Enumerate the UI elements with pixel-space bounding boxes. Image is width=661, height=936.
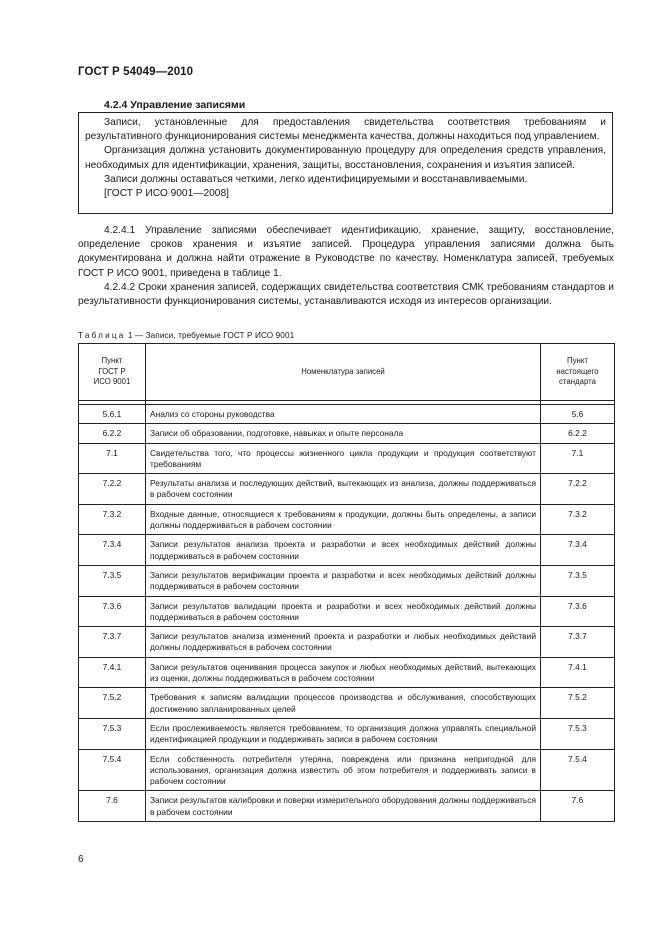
iso-clause-cell: 7.5.2 — [79, 688, 146, 719]
iso-clause-cell: 7.5.3 — [79, 718, 146, 749]
standard-clause-cell: 6.2.2 — [541, 424, 615, 443]
standard-clause-cell: 5.6 — [541, 405, 615, 424]
iso-clause-cell: 7.1 — [79, 443, 146, 474]
header-records-nomenclature: Номенклатура записей — [146, 344, 541, 401]
header-std-line1: Пункт — [567, 356, 588, 366]
standard-clause-cell: 7.2.2 — [541, 474, 615, 505]
section-title: 4.2.4 Управление записями — [104, 99, 246, 111]
record-name-cell: Требования к записям валидации процессов производства и обслуживания, способствующих достижению запланированных целей — [146, 688, 541, 719]
iso-clause-cell: 7.2.2 — [79, 474, 146, 505]
header-iso-line1: Пункт — [101, 356, 123, 366]
records-table — [78, 343, 615, 822]
header-iso-line3: ИСО 9001 — [93, 377, 131, 387]
table-row — [79, 688, 615, 719]
header-std-line2: настоящего — [556, 366, 599, 376]
records-table-body — [79, 405, 615, 822]
iso-clause-cell: 7.3.7 — [79, 627, 146, 658]
table-row — [79, 627, 615, 658]
header-std-line3: стандарта — [559, 377, 596, 387]
standard-clause-cell: 7.5.4 — [541, 749, 615, 791]
record-name-cell: Свидетельства того, что процессы жизненного цикла продукции и продукция соответствуют требованиям — [146, 443, 541, 474]
header-iso-clause — [79, 344, 146, 401]
record-name-cell: Записи результатов валидации проекта и разработки и всех необходимых действий должны поддерживаться в рабочем состоянии — [146, 596, 541, 627]
iso-clause-cell: 6.2.2 — [79, 424, 146, 443]
iso-clause-cell: 7.3.2 — [79, 504, 146, 535]
table-row — [79, 504, 615, 535]
table-caption-text: — Записи, требуемые ГОСТ Р ИСО 9001 — [134, 331, 295, 340]
record-name-cell: Записи результатов верификации проекта и разработки и всех необходимых действий должны поддерживаться в рабочем состоянии — [146, 565, 541, 596]
quote-source-reference: [ГОСТ Р ИСО 9001—2008] — [104, 188, 229, 200]
table-row — [79, 443, 615, 474]
table-row — [79, 565, 615, 596]
record-name-cell: Входные данные, относящиеся к требованиям к продукции, должны быть определены, а записи должны поддерживаться в рабочем состоянии — [146, 504, 541, 535]
table-header-row — [79, 344, 615, 401]
standard-clause-cell: 7.4.1 — [541, 657, 615, 688]
standard-clause-cell: 7.6 — [541, 791, 615, 822]
quote-paragraph-3: Записи должны оставаться четкими, легко идентифицируемыми и восстанавливаемыми. — [104, 173, 528, 185]
standard-clause-cell: 7.1 — [541, 443, 615, 474]
record-name-cell: Результаты анализа и последующих действий, вытекающих из анализа, должны поддерживаться в рабочем состоянии — [146, 474, 541, 505]
table-caption — [78, 331, 294, 340]
table-caption-label: Таблица — [78, 331, 126, 340]
quote-paragraph-1: Записи, установленные для предоставления свидетельства соответствия требованиям и результативного функционирования системы менеджмента качества, должны находиться под управлением. — [85, 117, 606, 143]
standard-clause-cell: 7.3.6 — [541, 596, 615, 627]
page-number: 6 — [78, 854, 84, 865]
standard-clause-cell: 7.5.2 — [541, 688, 615, 719]
quoted-requirement-box — [78, 112, 613, 214]
table-row — [79, 718, 615, 749]
record-name-cell: Записи об образовании, подготовке, навыках и опыте персонала — [146, 424, 541, 443]
header-standard-clause — [541, 344, 615, 401]
standard-clause-cell: 7.3.5 — [541, 565, 615, 596]
record-name-cell: Записи результатов оценивания процесса закупок и любых необходимых действий, вытекающих из оценки, должны поддерживаться в рабочем состоянии — [146, 657, 541, 688]
table-row — [79, 596, 615, 627]
iso-clause-cell: 7.6 — [79, 791, 146, 822]
table-row — [79, 657, 615, 688]
record-name-cell: Если прослеживаемость является требованием, то организация должна управлять специальной идентификацией продукции и поддерживать записи в рабочем состоянии — [146, 718, 541, 749]
table-row — [79, 535, 615, 566]
record-name-cell: Записи результатов калибровки и поверки измерительного оборудования должны поддерживаться в рабочем состоянии — [146, 791, 541, 822]
table-caption-number: 1 — [127, 331, 133, 340]
record-name-cell: Если собственность потребителя утеряна, повреждена или признана непригодной для использования, организация должна известить об этом потребителя и поддерживать записи в рабочем состоянии — [146, 749, 541, 791]
iso-clause-cell: 7.3.6 — [79, 596, 146, 627]
standard-clause-cell: 7.3.2 — [541, 504, 615, 535]
record-name-cell: Анализ со стороны руководства — [146, 405, 541, 424]
header-iso-line2: ГОСТ Р — [98, 366, 126, 376]
table-row — [79, 474, 615, 505]
iso-clause-cell: 7.3.4 — [79, 535, 146, 566]
iso-clause-cell: 7.5.4 — [79, 749, 146, 791]
record-name-cell: Записи результатов анализа проекта и разработки и всех необходимых действий должны поддерживаться в рабочем состоянии — [146, 535, 541, 566]
clause-4-2-4-1: 4.2.4.1 Управление записями обеспечивает идентификацию, хранение, защиту, восстановление, определение сроков хранения и изъятие записей. Процедура управления записями должна быть документирована и должна найти отражение в Руководстве по качеству. Номенклатура записей, требуемых ГОСТ Р ИСО 9001, приведена в таблице 1. — [78, 225, 614, 279]
quote-paragraph-2: Организация должна установить документированную процедуру для определения средств управления, необходимых для идентификации, хранения, защиты, восстановления, сохранения и изъятия записей. — [85, 145, 606, 171]
table-row — [79, 791, 615, 822]
iso-clause-cell: 5.6.1 — [79, 405, 146, 424]
body-text — [78, 224, 614, 309]
standard-clause-cell: 7.3.4 — [541, 535, 615, 566]
iso-clause-cell: 7.3.5 — [79, 565, 146, 596]
standard-clause-cell: 7.5.3 — [541, 718, 615, 749]
iso-clause-cell: 7.4.1 — [79, 657, 146, 688]
table-row — [79, 749, 615, 791]
table-row — [79, 424, 615, 443]
record-name-cell: Записи результатов анализа изменений проекта и разработки и любых необходимых действий должны поддерживаться в рабочем состоянии — [146, 627, 541, 658]
table-row — [79, 405, 615, 424]
document-code-header: ГОСТ Р 54049—2010 — [78, 66, 194, 78]
clause-4-2-4-2: 4.2.4.2 Сроки хранения записей, содержащих свидетельства соответствия СМК требованиям стандартов и результативности функционирования системы, устанавливаются исходя из интересов организации. — [78, 281, 614, 308]
standard-clause-cell: 7.3.7 — [541, 627, 615, 658]
